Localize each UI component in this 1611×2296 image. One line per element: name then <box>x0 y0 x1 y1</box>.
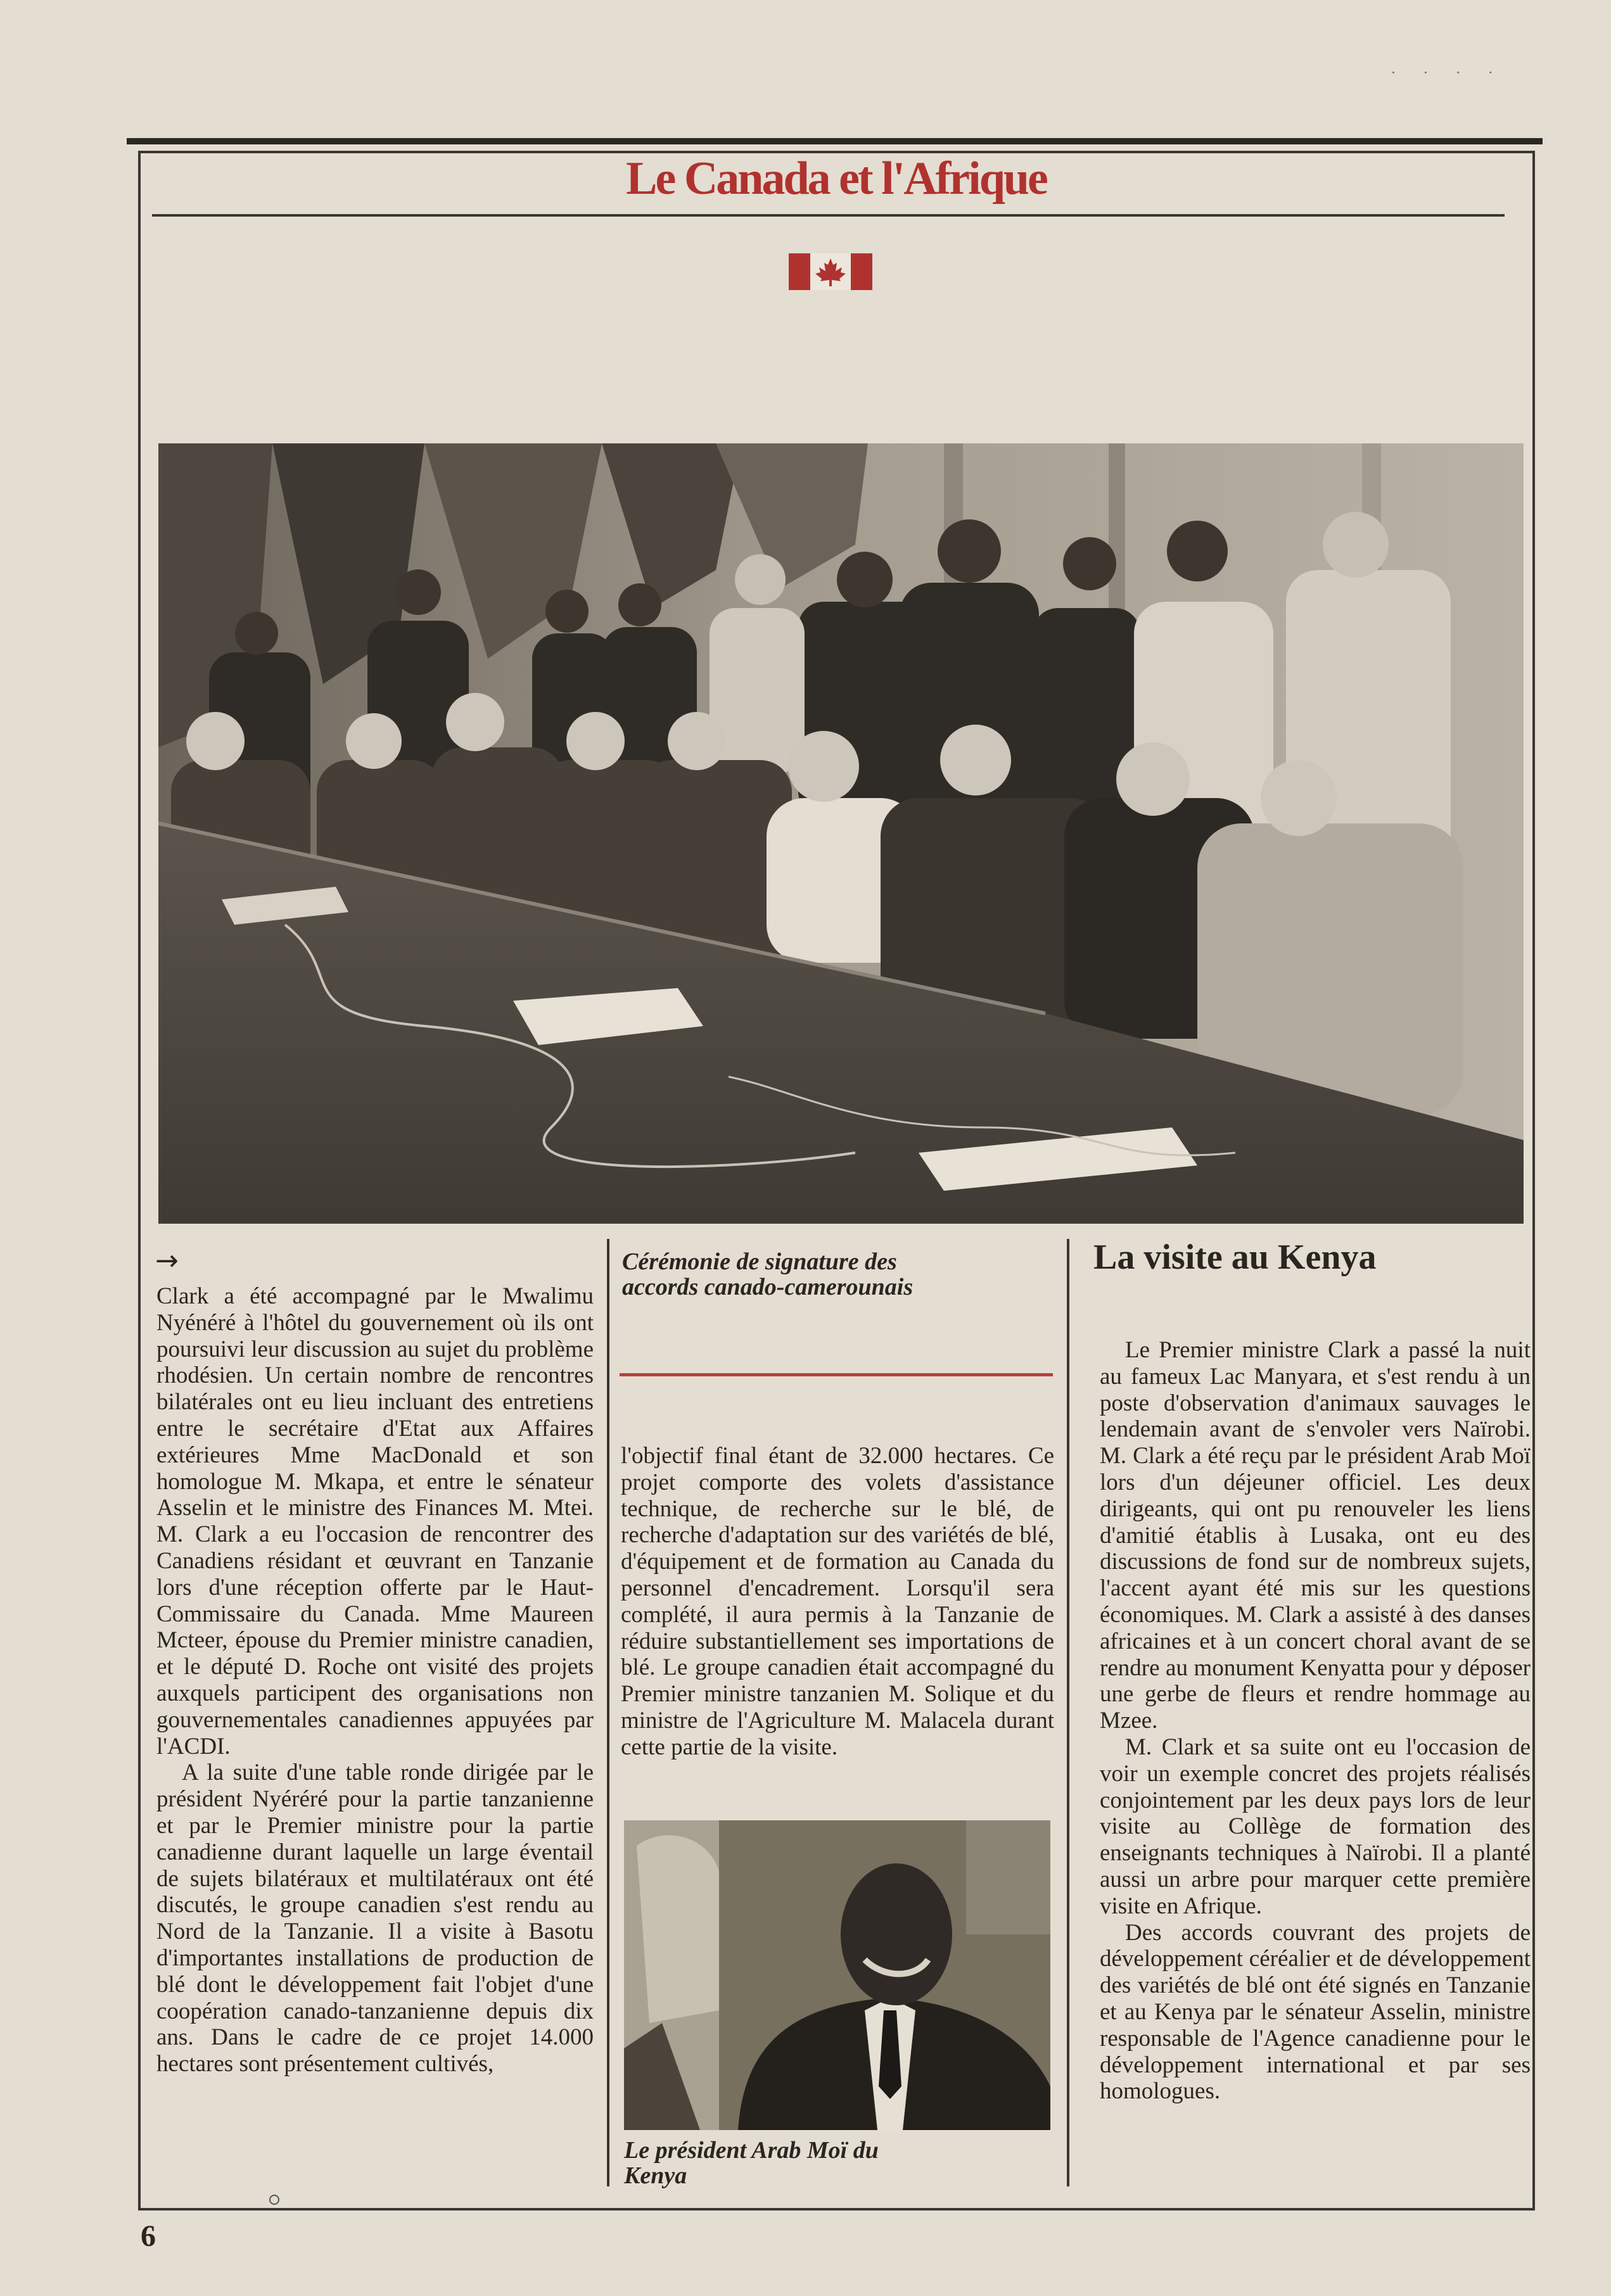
column-3-paragraph-1: Le Premier ministre Clark a passé la nuit au fameux Lac Manyara, et s'est rendu à un poste d'observation d'animaux sauvages le lendemain avant de s'envoler vers Naïrobi. M. Clark a été reçu par le président Arab Moï lors d'un déjeuner officiel. Les deux dirigeants, qui ont pu renouveler les liens d'amitié établis à Lusaka, ont eu des discussions de fond sur de nombreux sujets, l'accent ayant été mis sur les questions économiques. M. Clark a assisté à des danses africaines et à un concert choral avant de se rendre au monument Kenyatta pour y déposer une gerbe de fleurs et rendre hommage au Mzee. <box>1100 1337 1531 1734</box>
signing-ceremony-photo <box>158 443 1524 1224</box>
footnote-circle-mark <box>269 2195 279 2205</box>
president-portrait-photo <box>624 1820 1050 2130</box>
column-1-paragraph-2: A la suite d'une table ronde dirigée par le président Nyéréré pour la partie tanzanienne et par le Premier ministre pour la partie canadienne durant laquelle un large éventail de sujets bilatéraux et multilatéraux ont été discutés, le groupe canadien s'est rendu au Nord de la Tanzanie. Il a visite à Basotu d'importantes installations de production de blé dont le développement fait l'objet d'une coopération canado-tanzanienne depuis dix ans. Dans le cadre de ce projet 14.000 hectares sont présentement cultivés, <box>156 1760 594 2077</box>
canada-flag-icon <box>789 253 872 290</box>
photo-caption-president: Le président Arab Moï du Kenya <box>624 2137 879 2189</box>
continuation-arrow-icon: → <box>155 1245 179 1277</box>
photo-caption-ceremony: Cérémonie de signature des accords canado-camerounais <box>622 1248 914 1300</box>
section-title-kenya: La visite au Kenya <box>1093 1238 1377 1277</box>
header-rule <box>152 214 1505 217</box>
column-2-paragraph: l'objectif final étant de 32.000 hectares. Ce projet comporte des volets d'assistance technique, de recherche sur le blé, de recherche d'adaptation sur des variétés de blé, d'équipement et de formation au Canada du personnel d'encadrement. Lorsqu'il sera complété, il aura permis à la Tanzanie de réduire substantiellement ses importations de blé. Le groupe canadien était accompagné du Premier ministre tanzanien M. Solique et du ministre de l'Agriculture M. Malacela durant cette partie de la visite. <box>621 1443 1054 1760</box>
section-header-title: Le Canada et l'Afrique <box>626 153 1047 205</box>
column-3-paragraph-3: Des accords couvrant des projets de développement céréalier et de développement des variétés de blé ont été signés en Tanzanie et au Kenya par le sénateur Asselin, ministre responsable de l'Agence canadienne pour le développement international et par ses homologues. <box>1100 1919 1531 2105</box>
caption-red-rule <box>620 1373 1053 1376</box>
column-1-text <box>156 1283 594 2077</box>
column-1-paragraph-1: Clark a été accompagné par le Mwalimu Nyénéré à l'hôtel du gouvernement où ils ont poursuivi leur discussion au sujet du problème rhodésien. Un certain nombre de rencontres bilatérales ont eu lieu incluant des entretiens entre le secrétaire d'Etat aux Affaires extérieures Mme MacDonald et son homologue M. Mkapa, et entre le sénateur Asselin et le ministre des Finances M. Mtei. M. Clark a eu l'occasion de rencontrer des Canadiens résidant et œuvrant en Tanzanie lors d'une réception offerte par le Haut-Commissaire du Canada. Mme Maureen Mcteer, épouse du Premier ministre canadien, et le député D. Roche ont visité des projets auxquels participent des organisations non gouvernementales canadiennes appuyées par l'ACDI. <box>156 1283 594 1760</box>
column-2-text <box>621 1443 1054 1761</box>
column-rule-right <box>1067 1239 1069 2186</box>
page-number: 6 <box>141 2219 156 2253</box>
scan-specks: · · · · <box>1391 63 1505 82</box>
top-heavy-rule <box>127 138 1543 144</box>
column-3-text <box>1100 1337 1531 2105</box>
column-3-paragraph-2: M. Clark et sa suite ont eu l'occasion de voir un exemple concret des projets réalisés conjointement par les deux pays lors de leur visite au Collège de formation des enseignants techniques à Naïrobi. Il a planté aussi un arbre pour marquer cette première visite en Afrique. <box>1100 1734 1531 1919</box>
column-rule-left <box>607 1239 609 2186</box>
